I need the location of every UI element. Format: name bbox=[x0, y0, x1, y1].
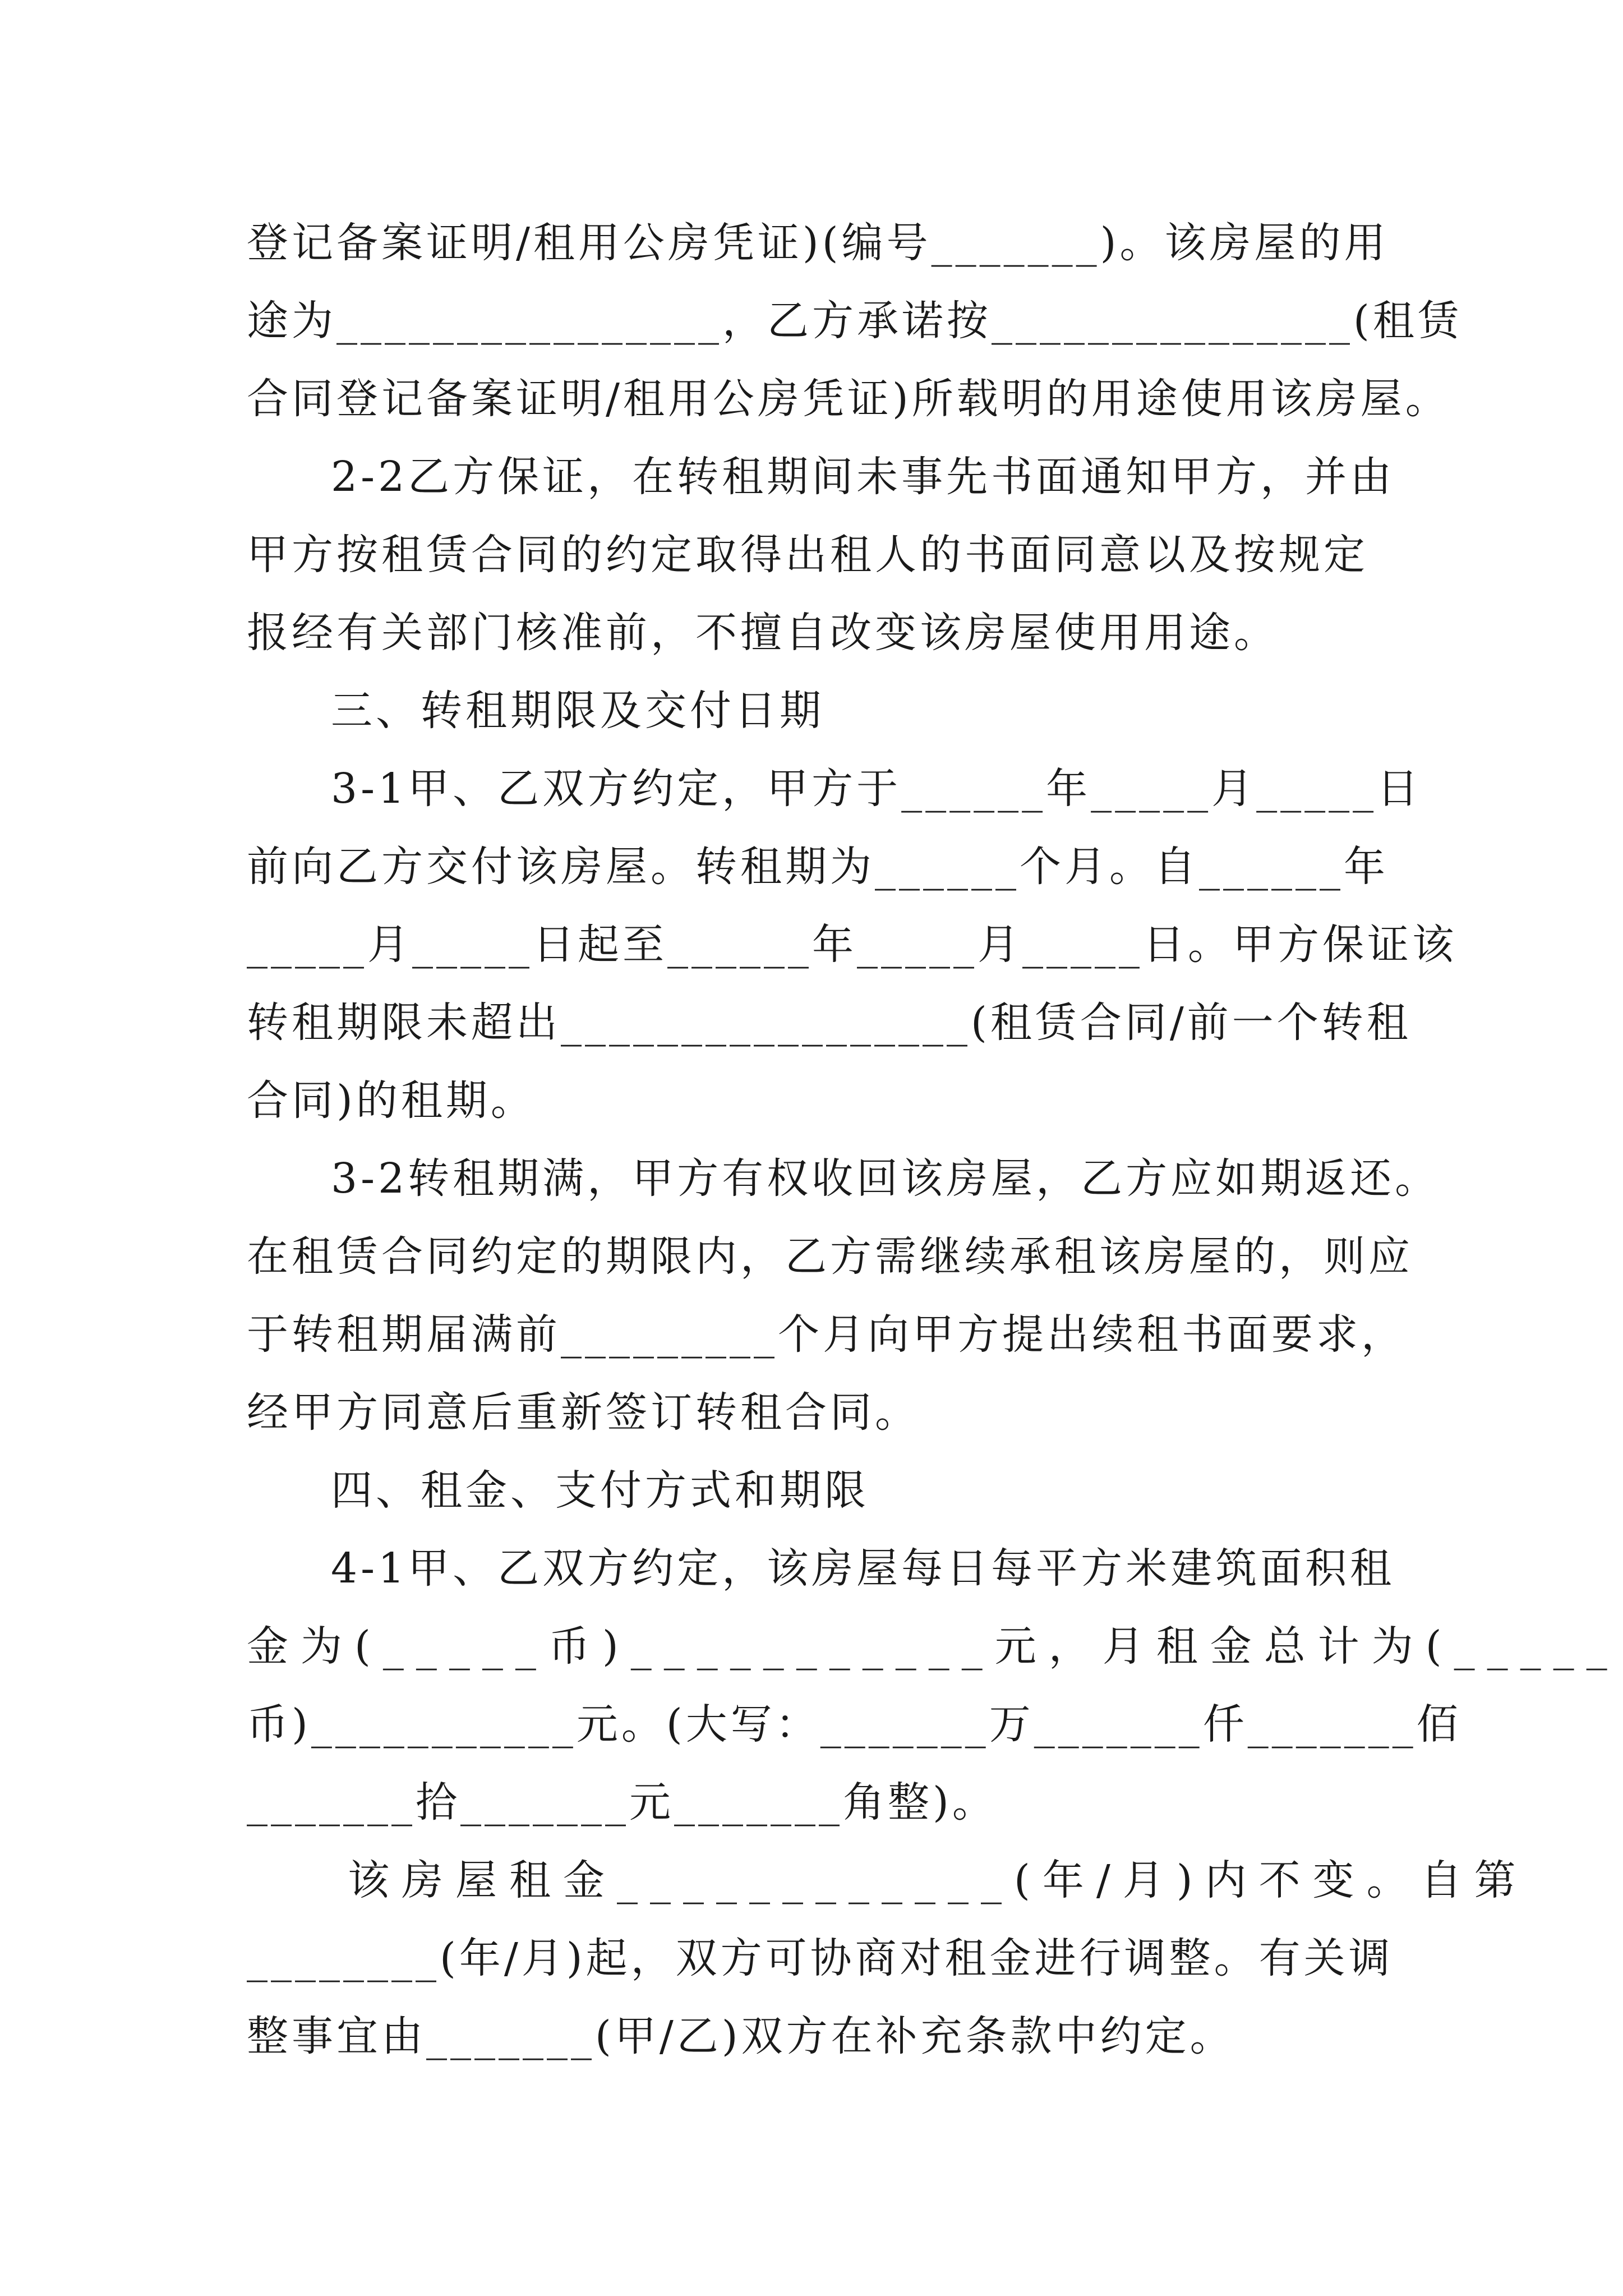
text-line: 3-1甲、乙双方约定，甲方于______年_____月_____日 bbox=[331, 765, 1422, 813]
text-line: 前向乙方交付该房屋。转租期为______个月。自______年 bbox=[247, 843, 1389, 891]
text-line: 合同)的租期。 bbox=[247, 1076, 536, 1125]
text-line: 转租期限未超出_________________(租赁合同/前一个转租 bbox=[247, 999, 1412, 1047]
section-heading: 四、租金、支付方式和期限 bbox=[331, 1466, 869, 1515]
text-line: 途为________________，乙方承诺按_______________(租赁 bbox=[247, 297, 1463, 345]
text-line: _____月_____日起至______年_____月_____日。甲方保证该 bbox=[247, 921, 1457, 969]
text-line: 甲方按租赁合同的约定取得出租人的书面同意以及按规定 bbox=[247, 531, 1368, 579]
text-line: ________(年/月)起，双方可协商对租金进行调整。有关调 bbox=[247, 1934, 1394, 1982]
text-line: 4-1甲、乙双方约定，该房屋每日每平方米建筑面积租 bbox=[331, 1544, 1395, 1593]
text-line: 金为(_____币)___________元，月租金总计为(_____ bbox=[247, 1622, 1620, 1671]
text-line: 2-2乙方保证，在转租期间未事先书面通知甲方，并由 bbox=[331, 453, 1395, 501]
text-line: 合同登记备案证明/租用公房凭证)所载明的用途使用该房屋。 bbox=[247, 375, 1450, 423]
text-line: 报经有关部门核准前，不擅自改变该房屋使用用途。 bbox=[247, 609, 1279, 657]
section-heading: 三、转租期限及交付日期 bbox=[331, 687, 824, 735]
text-line: 在租赁合同约定的期限内，乙方需继续承租该房屋的，则应 bbox=[247, 1232, 1413, 1281]
text-line: _______拾_______元_______角整)。 bbox=[247, 1778, 997, 1826]
text-line: 币)___________元。(大写：_______万_______仟_______佰 bbox=[247, 1700, 1461, 1749]
text-line: 经甲方同意后重新签订转租合同。 bbox=[247, 1388, 920, 1437]
text-line: 登记备案证明/租用公房凭证)(编号_______)。该房屋的用 bbox=[247, 219, 1389, 267]
text-line: 于转租期届满前_________个月向甲方提出续租书面要求， bbox=[247, 1310, 1406, 1359]
text-line: 3-2转租期满，甲方有权收回该房屋，乙方应如期返还。 bbox=[331, 1154, 1440, 1203]
text-line: 该房屋租金____________(年/月)内不变。自第 bbox=[348, 1856, 1528, 1904]
text-line: 整事宜由_______(甲/乙)双方在补充条款中约定。 bbox=[247, 2012, 1235, 2060]
